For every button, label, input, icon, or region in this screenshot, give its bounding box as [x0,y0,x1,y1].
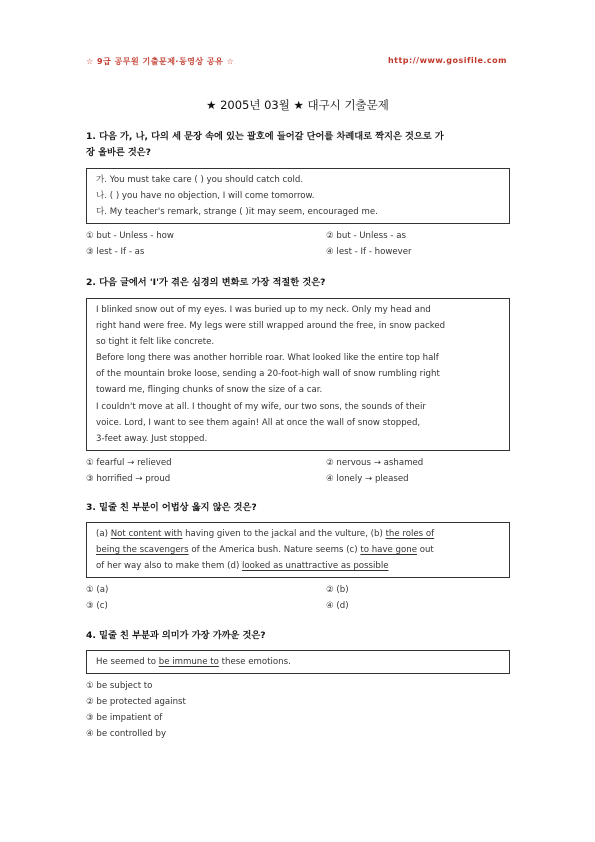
text-segment: (a) [96,529,111,539]
option-1[interactable]: ① fearful → relieved [86,457,172,468]
box-line [96,654,501,670]
option-2[interactable]: ② (b) [326,585,349,596]
option-4[interactable]: ④ (d) [326,601,349,612]
question-3-box [86,522,510,578]
text-segment: out [417,545,434,556]
question-2-box [86,298,510,451]
box-line: voice. Lord, I want to see them again! All at once the wall of snow stopped, [96,417,421,428]
option-3[interactable]: ③ be impatient of [86,713,163,724]
page-title: ★ 2005년 03월 ★ 대구시 기출문제 [206,98,389,112]
question-3-text: 3. 밑줄 친 부분이 어법상 옳지 않은 것은? [86,502,257,513]
box-line: I blinked snow out of my eyes. I was buried up to my neck. Only my head and [96,305,431,315]
option-2[interactable]: ② but - Unless - as [326,231,406,242]
option-3[interactable]: ③ lest - If - as [86,247,145,258]
header-left-text: ☆ 9급 공무원 기출문제·동영상 공유 ☆ [86,57,235,66]
text-segment: these emotions. [218,657,291,667]
underlined-phrase-d: looked as unattractive as possible [242,561,389,572]
question-4 [86,628,510,742]
underlined-phrase-b: the roles of [385,529,435,539]
question-2-options [86,455,510,487]
option-3[interactable]: ③ (c) [86,601,108,612]
option-2[interactable]: ② nervous → ashamed [326,457,424,468]
box-line: of the mountain broke loose, sending a 20-foot-high wall of snow rumbling right [96,369,440,380]
box-line: right hand were free. My legs were still wrapped around the free, in snow packed [96,321,446,332]
option-2[interactable]: ② be protected against [86,697,186,708]
question-1-line-1: 1. 다음 가, 나, 다의 세 문장 속에 있는 괄호에 들어갈 단어를 차례대로 짝지은 것으로 가 [86,131,444,142]
underlined-phrase: be immune to [158,657,219,667]
box-line: toward me, flinging chunks of snow the size of a car. [96,385,323,396]
box-line [96,542,501,558]
question-4-options [86,678,510,742]
option-1[interactable]: ① but - Unless - how [86,231,174,242]
question-1-options [86,228,510,260]
box-line [96,558,501,574]
question-1-box [86,168,510,224]
underlined-phrase-c: to have gone [360,545,417,556]
box-line: so tight it felt like concrete. [96,337,215,348]
box-line: 가. You must take care ( ) you should catch cold. [96,175,304,185]
text-segment: of her way also to make them (d) [96,561,243,572]
option-1[interactable]: ① be subject to [86,681,153,692]
question-1-text [86,129,510,161]
underlined-phrase-b-cont: being the scavengers [96,545,189,556]
underlined-phrase-a: Not content with [110,529,183,539]
box-line: 3-feet away. Just stopped. [96,433,208,444]
text-segment: of the America bush. Nature seems (c) [188,545,361,556]
question-3-options [86,582,510,614]
box-line [96,526,501,542]
option-4[interactable]: ④ be controlled by [86,729,167,740]
box-line: 다. My teacher's remark, strange ( )it may seem, encouraged me. [96,207,378,218]
option-3[interactable]: ③ horrified → proud [86,473,171,484]
text-segment: He seemed to [96,657,159,667]
text-segment: having given to the jackal and the vulture, (b) [182,529,386,539]
question-1-line-2: 장 올바른 것은? [86,147,151,158]
header-url-link[interactable]: http://www.gosifile.com [387,56,507,65]
option-1[interactable]: ① (a) [86,585,109,596]
question-4-text: 4. 밑줄 친 부분과 의미가 가장 가까운 것은? [86,630,266,641]
question-4-box [86,650,510,674]
question-2-text: 2. 다음 글에서 'I'가 겪은 심경의 변화로 가장 적절한 것은? [86,277,326,288]
question-3 [86,500,510,614]
option-4[interactable]: ④ lest - If - however [326,247,412,258]
question-2 [86,275,510,487]
box-line: 나. ( ) you have no objection, I will come tomorrow. [96,191,315,202]
box-line: I couldn't move at all. I thought of my wife, our two sons, the sounds of their [96,401,426,412]
box-line: Before long there was another horrible roar. What looked like the entire top half [96,353,439,364]
question-1 [86,129,510,260]
option-4[interactable]: ④ lonely → pleased [326,473,409,484]
